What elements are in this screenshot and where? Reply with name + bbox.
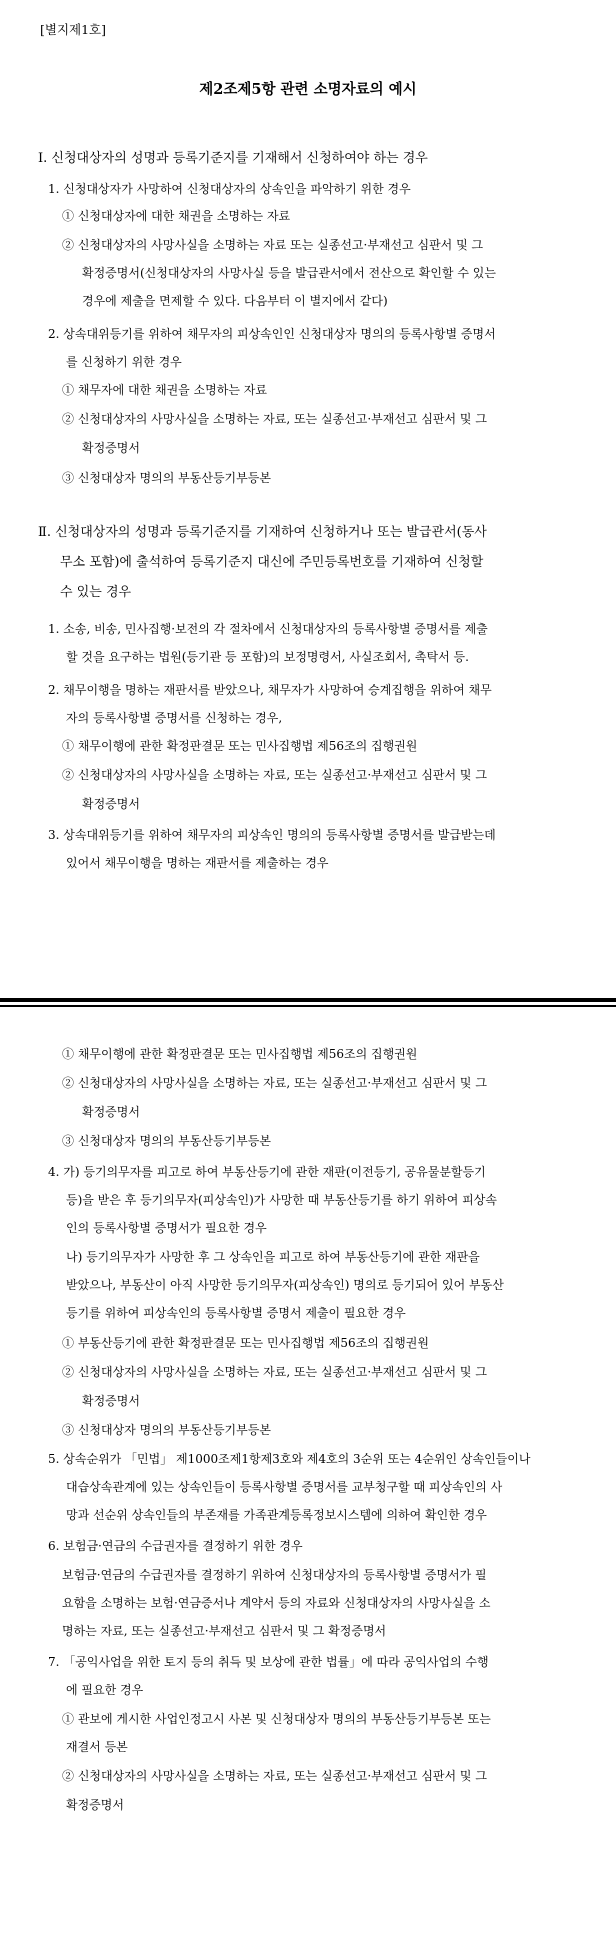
- list-item: ③ 신청대상자 명의의 부동산등기부등본: [62, 471, 271, 485]
- section-heading: Ⅰ. 신청대상자의 성명과 등록기준지를 기재해서 신청하여야 하는 경우: [38, 151, 428, 166]
- document-title: 제2조제5항 관련 소명자료의 예시: [199, 81, 417, 98]
- list-item: 확정증명서: [82, 1105, 140, 1119]
- list-item: 인의 등록사항별 증명서가 필요한 경우: [66, 1221, 267, 1235]
- list-item: ③ 신청대상자 명의의 부동산등기부등본: [62, 1134, 271, 1148]
- list-item: 를 신청하기 위한 경우: [66, 355, 182, 369]
- list-item: ① 신청대상자에 대한 채권을 소명하는 자료: [62, 209, 291, 223]
- list-item: ② 신청대상자의 사망사실을 소명하는 자료, 또는 실종선고·부재선고 심판서 및 그: [62, 768, 487, 782]
- list-item: 있어서 채무이행을 명하는 재판서를 제출하는 경우: [66, 856, 329, 870]
- list-item: ① 부동산등기에 관한 확정판결문 또는 민사집행법 제56조의 집행권원: [62, 1336, 429, 1350]
- list-item: 7. 「공익사업을 위한 토지 등의 취득 및 보상에 관한 법률」에 따라 공익사업의 수행: [48, 1655, 489, 1669]
- list-item: 확정증명서: [82, 797, 140, 811]
- list-item: 망과 선순위 상속인들의 부존재를 가족관계등록정보시스템에 의하여 확인한 경우: [66, 1508, 487, 1522]
- list-item: 재결서 등본: [66, 1740, 128, 1754]
- list-item: ② 신청대상자의 사망사실을 소명하는 자료, 또는 실종선고·부재선고 심판서 및 그: [62, 412, 487, 426]
- list-item: 3. 상속대위등기를 위하여 채무자의 피상속인 명의의 등록사항별 증명서를 발급받는데: [48, 828, 496, 842]
- document-page-2: [0, 1012, 616, 1956]
- section-heading: Ⅱ. 신청대상자의 성명과 등록기준지를 기재하여 신청하거나 또는 발급관서(동사: [38, 525, 487, 540]
- list-item: ① 채무자에 대한 채권을 소명하는 자료: [62, 383, 267, 397]
- list-item: ① 채무이행에 관한 확정판결문 또는 민사집행법 제56조의 집행권원: [62, 739, 418, 753]
- list-item: ② 신청대상자의 사망사실을 소명하는 자료, 또는 실종선고·부재선고 심판서 및 그: [62, 1769, 487, 1783]
- list-item: ② 신청대상자의 사망사실을 소명하는 자료, 또는 실종선고·부재선고 심판서 및 그: [62, 1076, 487, 1090]
- list-item: ② 신청대상자의 사망사실을 소명하는 자료, 또는 실종선고·부재선고 심판서 및 그: [62, 1365, 487, 1379]
- list-item: 확정증명서: [82, 441, 140, 455]
- list-item: 2. 채무이행을 명하는 재판서를 받았으나, 채무자가 사망하여 승계집행을 위하여 채무: [48, 683, 492, 697]
- page-divider: [0, 998, 616, 1002]
- list-item: 나) 등기의무자가 사망한 후 그 상속인을 피고로 하여 부동산등기에 관한 재판을: [66, 1250, 480, 1264]
- list-item: ③ 신청대상자 명의의 부동산등기부등본: [62, 1423, 271, 1437]
- list-item: 확정증명서: [82, 1394, 140, 1408]
- section-heading: 수 있는 경우: [60, 585, 132, 600]
- list-item: 확정증명서(신청대상자의 사망사실 등을 발급관서에서 전산으로 확인할 수 있는: [82, 266, 496, 280]
- list-item: 에 필요한 경우: [66, 1683, 144, 1697]
- list-item: 5. 상속순위가 「민법」 제1000조제1항제3호와 제4호의 3순위 또는 4순위인 상속인들이나: [48, 1452, 531, 1466]
- list-item: 4. 가) 등기의무자를 피고로 하여 부동산등기에 관한 재판(이전등기, 공유물분할등기: [48, 1165, 486, 1179]
- page-divider: [0, 1005, 616, 1007]
- list-item: ① 채무이행에 관한 확정판결문 또는 민사집행법 제56조의 집행권원: [62, 1047, 418, 1061]
- section-heading: 무소 포함)에 출석하여 등록기준지 대신에 주민등록번호를 기재하여 신청할: [60, 555, 484, 570]
- list-item: ② 신청대상자의 사망사실을 소명하는 자료 또는 실종선고·부재선고 심판서 및 그: [62, 238, 484, 252]
- list-item: 자의 등록사항별 증명서를 신청하는 경우,: [66, 711, 283, 725]
- list-item: ① 관보에 게시한 사업인정고시 사본 및 신청대상자 명의의 부동산등기부등본 또는: [62, 1712, 491, 1726]
- list-item: 등)을 받은 후 등기의무자(피상속인)가 사망한 때 부동산등기를 하기 위하여 피상속: [66, 1193, 497, 1207]
- list-item: 경우에 제출을 면제할 수 있다. 다음부터 이 별지에서 같다): [82, 294, 388, 308]
- list-item: 1. 신청대상자가 사망하여 신청대상자의 상속인을 파악하기 위한 경우: [48, 182, 411, 196]
- list-item: 보험금·연금의 수급권자를 결정하기 위하여 신청대상자의 등록사항별 증명서가 필: [62, 1568, 487, 1582]
- form-tag: [별지제1호]: [40, 22, 107, 37]
- list-item: 2. 상속대위등기를 위하여 채무자의 피상속인인 신청대상자 명의의 등록사항별 증명서: [48, 327, 496, 341]
- list-item: 할 것을 요구하는 법원(등기관 등 포함)의 보정명령서, 사실조회서, 촉탁서 등.: [66, 650, 469, 664]
- list-item: 요함을 소명하는 보험·연금증서나 계약서 등의 자료와 신청대상자의 사망사실을 소: [62, 1596, 491, 1610]
- list-item: 받았으나, 부동산이 아직 사망한 등기의무자(피상속인) 명의로 등기되어 있어 부동산: [66, 1278, 504, 1292]
- list-item: 1. 소송, 비송, 민사집행·보전의 각 절차에서 신청대상자의 등록사항별 증명서를 제출: [48, 622, 488, 636]
- list-item: 대습상속관계에 있는 상속인들이 등록사항별 증명서를 교부청구할 때 피상속인의 사: [66, 1480, 503, 1494]
- list-item: 등기를 위하여 피상속인의 등록사항별 증명서 제출이 필요한 경우: [66, 1306, 406, 1320]
- list-item: 확정증명서: [66, 1798, 124, 1812]
- list-item: 명하는 자료, 또는 실종선고·부재선고 심판서 및 그 확정증명서: [62, 1624, 387, 1638]
- list-item: 6. 보험금·연금의 수급권자를 결정하기 위한 경우: [48, 1539, 303, 1553]
